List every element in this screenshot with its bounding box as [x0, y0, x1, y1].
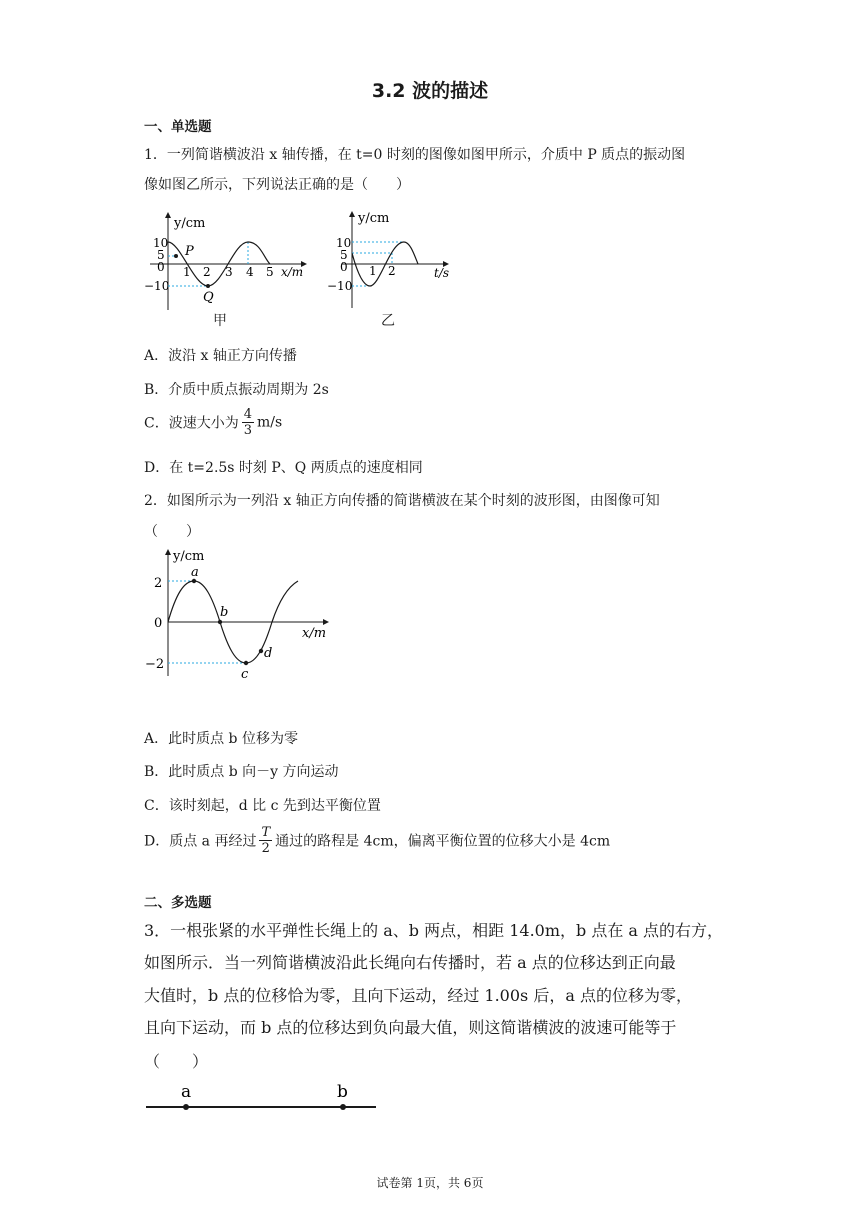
- y-tick-0: 0: [340, 260, 348, 274]
- q3-stem-line1: 3．一根张紧的水平弹性长绳上的 a、b 两点，相距 14.0m，b 点在 a 点的右方，: [144, 921, 724, 940]
- y-tick-5: 5: [157, 248, 165, 262]
- x-tick-1: 1: [183, 265, 191, 279]
- q3-stem-line3: 大值时，b 点的位移恰为零，且向下运动，经过 1.00s 后，a 点的位移为零，: [144, 986, 692, 1005]
- x-tick-2: 2: [203, 265, 211, 279]
- q2-figure: [140, 544, 340, 684]
- section-heading-single-choice: 一、单选题: [144, 119, 212, 135]
- figure-caption-yi: 乙: [381, 313, 395, 329]
- q3-stem-line2: 如图所示．当一列简谐横波沿此长绳向右传播时，若 a 点的位移达到正向最: [144, 953, 676, 972]
- point-b: [218, 620, 222, 624]
- q3-stem-line4: 且向下运动，而 b 点的位移达到负向最大值，则这简谐横波的波速可能等于: [144, 1018, 677, 1037]
- q1-option-a: A．波沿 x 轴正方向传播: [144, 348, 297, 364]
- y-tick-neg10: −10: [327, 279, 353, 293]
- point-p: [174, 254, 178, 258]
- q1-stem-line1: 1．一列简谐横波沿 x 轴传播，在 t=0 时刻的图像如图甲所示，介质中 P 质点的振动图: [144, 147, 686, 163]
- q1-option-c-unit: m/s: [257, 414, 283, 431]
- q1-figure-jia: [140, 208, 320, 328]
- point-b: [340, 1104, 346, 1110]
- q2-option-a: A．此时质点 b 位移为零: [144, 731, 298, 747]
- fraction-denominator: 2: [261, 841, 270, 856]
- x-tick-3: 3: [225, 265, 233, 279]
- q2-option-b: B．此时质点 b 向－y 方向运动: [144, 764, 339, 780]
- q3-figure: [144, 1074, 380, 1118]
- fraction-numerator: T: [261, 825, 271, 840]
- q2-option-c: C．该时刻起，d 比 c 先到达平衡位置: [144, 798, 381, 814]
- y-axis-label: y/cm: [174, 216, 206, 231]
- x-axis-label: x/m: [281, 265, 304, 279]
- t-tick-2: 2: [388, 264, 396, 278]
- label-a: a: [181, 1082, 192, 1102]
- figure-caption-jia: 甲: [213, 313, 227, 329]
- y-axis-label: y/cm: [173, 549, 205, 564]
- y-tick-10: 10: [336, 236, 352, 250]
- t-axis-label: t/s: [434, 266, 450, 280]
- t-tick-1: 1: [369, 264, 377, 278]
- y-tick-neg2: −2: [145, 657, 165, 672]
- point-a: [183, 1104, 189, 1110]
- label-d: d: [264, 646, 273, 661]
- q1-option-d: D．在 t=2.5s 时刻 P、Q 两质点的速度相同: [144, 460, 423, 476]
- y-tick-0: 0: [154, 616, 163, 631]
- q2-option-d: [144, 826, 610, 855]
- x-axis-label: x/m: [302, 626, 327, 641]
- y-tick-0: 0: [157, 260, 165, 274]
- label-b: b: [337, 1082, 348, 1102]
- label-q: Q: [203, 290, 214, 305]
- y-axis-label: y/cm: [358, 211, 390, 226]
- page-footer: 试卷第 1页，共 6页: [376, 1176, 484, 1190]
- q2-option-d-suffix: 通过的路程是 4cm，偏离平衡位置的位移大小是 4cm: [275, 833, 611, 850]
- fraction-numerator: 4: [243, 407, 252, 422]
- section-heading-multi-choice: 二、多选题: [144, 895, 212, 911]
- q1-option-c: [144, 408, 282, 437]
- y-tick-5: 5: [340, 248, 348, 262]
- point-c: [244, 661, 248, 665]
- q1-stem-line2: 像如图乙所示，下列说法正确的是（ ）: [144, 177, 410, 193]
- fraction-denominator: 3: [243, 423, 252, 438]
- page-title: 3.2 波的描述: [371, 80, 489, 102]
- q3-stem-line5: （ ）: [144, 1052, 209, 1071]
- x-tick-4: 4: [246, 265, 254, 279]
- y-tick-neg10: −10: [144, 279, 170, 293]
- q2-option-d-prefix: D．质点 a 再经过: [144, 833, 257, 850]
- y-tick-2: 2: [154, 576, 163, 591]
- q2-stem-line1: 2．如图所示为一列沿 x 轴正方向传播的简谐横波在某个时刻的波形图，由图像可知: [144, 493, 660, 509]
- point-q: [206, 284, 210, 288]
- fraction: [259, 826, 272, 855]
- point-d: [259, 649, 263, 653]
- label-c: c: [241, 667, 249, 682]
- y-tick-10: 10: [153, 236, 169, 250]
- label-a: a: [191, 565, 199, 580]
- q1-option-c-prefix: C．波速大小为: [144, 415, 239, 432]
- x-tick-5: 5: [266, 265, 274, 279]
- fraction: [242, 408, 254, 437]
- q2-stem-line2: （ ）: [144, 524, 200, 540]
- label-b: b: [220, 605, 229, 620]
- q1-option-b: B．介质中质点振动周期为 2s: [144, 382, 329, 398]
- label-p: P: [185, 244, 194, 259]
